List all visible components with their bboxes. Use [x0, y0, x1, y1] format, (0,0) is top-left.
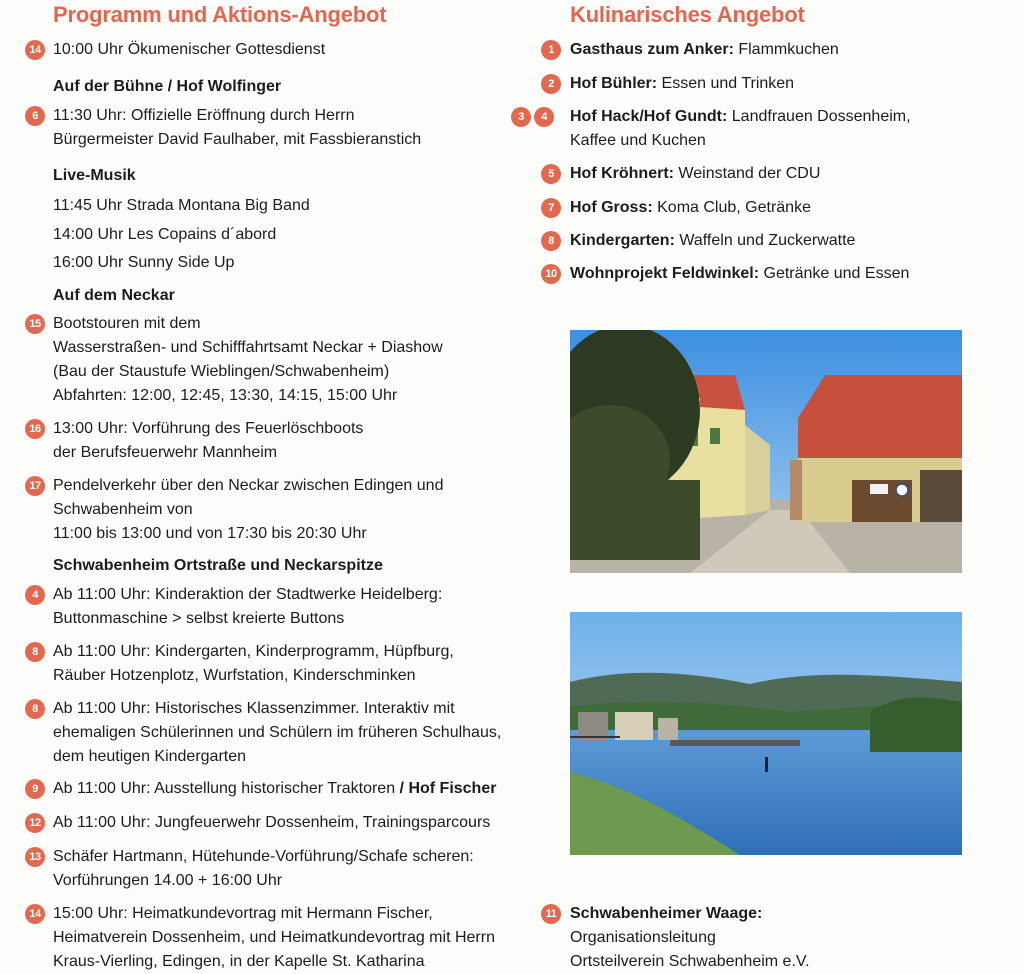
location-number-badge: 9 — [25, 779, 45, 799]
section-heading-ortstrasse: Schwabenheim Ortstraße und Neckarspitze — [53, 557, 383, 574]
venue-name: Schwabenheimer Waage: — [570, 905, 763, 922]
section-heading-live-musik: Live-Musik — [53, 167, 136, 184]
venue-offer: Koma Club, Getränke — [652, 199, 811, 216]
entry-location-bold: / Hof Fischer — [399, 780, 497, 797]
entry-line: Buttonmaschine > selbst kreierte Buttons — [53, 610, 345, 627]
venue-name: Gasthaus zum Anker: — [570, 41, 734, 58]
location-number-badge: 2 — [541, 74, 561, 94]
location-number-badge: 12 — [25, 813, 45, 833]
organizer-line: Organisationsleitung — [570, 929, 716, 946]
program-entry-eroeffnung — [0, 104, 530, 152]
section-heading-buehne: Auf der Bühne / Hof Wolfinger — [53, 78, 282, 95]
program-entry-traktoren — [0, 777, 530, 801]
program-entry-klassenzimmer — [0, 697, 530, 769]
culinary-title: Kulinarisches Angebot — [570, 2, 805, 27]
program-entry-jungfeuerwehr — [0, 811, 530, 835]
location-number-badge: 11 — [541, 904, 561, 924]
location-number-badge: 1 — [541, 40, 561, 60]
entry-line: Abfahrten: 12:00, 12:45, 13:30, 14:15, 15:00 Uhr — [53, 387, 398, 404]
entry-line: Vorführungen 14.00 + 16:00 Uhr — [53, 872, 283, 889]
program-entry-pendelverkehr — [0, 474, 530, 546]
venue-name: Hof Bühler: — [570, 75, 658, 92]
program-entry-kinderaktion — [0, 583, 530, 631]
entry-line: 14:00 Uhr Les Copains d´abord — [53, 225, 277, 243]
entry-line: Wasserstraßen- und Schifffahrtsamt Neckar + Diashow — [53, 339, 443, 356]
entry-line: Schwabenheim von — [53, 501, 193, 518]
culinary-entry-feldwinkel — [537, 262, 1024, 286]
entry-line: ehemaligen Schülerinnen und Schülern im früheren Schulhaus, — [53, 724, 502, 741]
location-number-badge: 3 — [511, 107, 531, 127]
organizer-line: Ortsteilverein Schwabenheim e.V. — [570, 953, 810, 970]
venue-offer: Essen und Trinken — [657, 75, 795, 92]
entry-line: Räuber Hotzenplotz, Wurfstation, Kinderschminken — [53, 667, 416, 684]
program-entry-gottesdienst — [0, 38, 530, 62]
entry-line: Pendelverkehr über den Neckar zwischen Edingen und — [53, 477, 444, 494]
location-number-badge: 8 — [25, 642, 45, 662]
venue-offer: Getränke und Essen — [759, 265, 910, 282]
culinary-entry-waage — [537, 902, 1024, 974]
culinary-entry-kindergarten — [537, 229, 1024, 253]
location-number-badge: 5 — [541, 164, 561, 184]
entry-line: Bürgermeister David Faulhaber, mit Fassbieranstich — [53, 131, 422, 148]
entry-line: 16:00 Uhr Sunny Side Up — [53, 254, 235, 271]
badge-group — [25, 40, 45, 60]
location-number-badge: 6 — [25, 106, 45, 126]
entry-line: 11:30 Uhr: Offizielle Eröffnung durch Herrn — [53, 107, 355, 124]
culinary-entry-gross — [537, 196, 1024, 220]
venue-name: Hof Hack/Hof Gundt: — [570, 108, 728, 125]
venue-offer-line2: Kaffee und Kuchen — [570, 132, 706, 149]
location-number-badge: 7 — [541, 198, 561, 218]
entry-line: dem heutigen Kindergarten — [53, 748, 247, 765]
entry-line: 10:00 Uhr Ökumenischer Gottesdienst — [53, 41, 326, 58]
venue-offer: Flammkuchen — [733, 41, 839, 58]
location-number-badge: 15 — [25, 314, 45, 334]
location-number-badge: 14 — [25, 40, 45, 60]
entry-line: 13:00 Uhr: Vorführung des Feuerlöschboots — [53, 420, 364, 437]
location-number-badge: 8 — [541, 231, 561, 251]
culinary-entry-anker — [537, 38, 1024, 62]
location-number-badge: 8 — [25, 699, 45, 719]
program-entry-heimatkunde — [0, 902, 530, 974]
venue-name: Wohnprojekt Feldwinkel: — [570, 265, 760, 282]
program-entry-bootstouren — [0, 312, 530, 408]
entry-line: 11:45 Uhr Strada Montana Big Band — [53, 197, 310, 214]
program-entry-feuerloeschboot — [0, 417, 530, 465]
culinary-entry-buehler — [537, 72, 1024, 96]
location-number-badge: 16 — [25, 419, 45, 439]
venue-name: Hof Kröhnert: — [570, 165, 674, 182]
entry-line: (Bau der Staustufe Wieblingen/Schwabenheim) — [53, 363, 390, 380]
entry-line: Bootstouren mit dem — [53, 315, 201, 332]
entry-line: Heimatverein Dossenheim, und Heimatkundevortrag mit Herrn — [53, 929, 495, 946]
location-number-badge: 10 — [541, 264, 561, 284]
location-number-badge: 4 — [534, 107, 554, 127]
entry-line: Ab 11:00 Uhr: Kinderaktion der Stadtwerke Heidelberg: — [53, 586, 443, 603]
village-street-photo — [570, 330, 962, 573]
venue-offer: Landfrauen Dossenheim, — [727, 108, 911, 125]
venue-name: Kindergarten: — [570, 232, 675, 249]
section-heading-neckar: Auf dem Neckar — [53, 287, 175, 304]
culinary-entry-kroehnert — [537, 162, 1024, 186]
entry-line: 15:00 Uhr: Heimatkundevortrag mit Hermann Fischer, — [53, 905, 433, 922]
location-number-badge: 13 — [25, 847, 45, 867]
entry-line: Ab 11:00 Uhr: Jungfeuerwehr Dossenheim, Trainingsparcours — [53, 814, 491, 831]
neckar-river-photo — [570, 612, 962, 855]
program-entry-live-musik — [0, 192, 530, 278]
entry-text: Ab 11:00 Uhr: Ausstellung historischer Traktoren — [53, 780, 400, 797]
culinary-entry-hack-gundt — [518, 105, 1024, 153]
venue-name: Hof Gross: — [570, 199, 653, 216]
program-entry-kindergarten — [0, 640, 530, 688]
program-title: Programm und Aktions-Angebot — [53, 2, 387, 27]
venue-offer: Weinstand der CDU — [673, 165, 821, 182]
location-number-badge: 17 — [25, 476, 45, 496]
entry-line: Schäfer Hartmann, Hütehunde-Vorführung/Schafe scheren: — [53, 848, 474, 865]
location-number-badge: 4 — [25, 585, 45, 605]
entry-line: 11:00 bis 13:00 und von 17:30 bis 20:30 Uhr — [53, 525, 367, 542]
location-number-badge: 14 — [25, 904, 45, 924]
entry-line: Kraus-Vierling, Edingen, in der Kapelle St. Katharina — [53, 953, 425, 970]
venue-offer: Waffeln und Zuckerwatte — [674, 232, 856, 249]
entry-line: Ab 11:00 Uhr: Kindergarten, Kinderprogramm, Hüpfburg, — [53, 643, 454, 660]
program-entry-schaefer — [0, 845, 530, 893]
entry-line: der Berufsfeuerwehr Mannheim — [53, 444, 278, 461]
entry-line: Ab 11:00 Uhr: Historisches Klassenzimmer. Interaktiv mit — [53, 700, 455, 717]
